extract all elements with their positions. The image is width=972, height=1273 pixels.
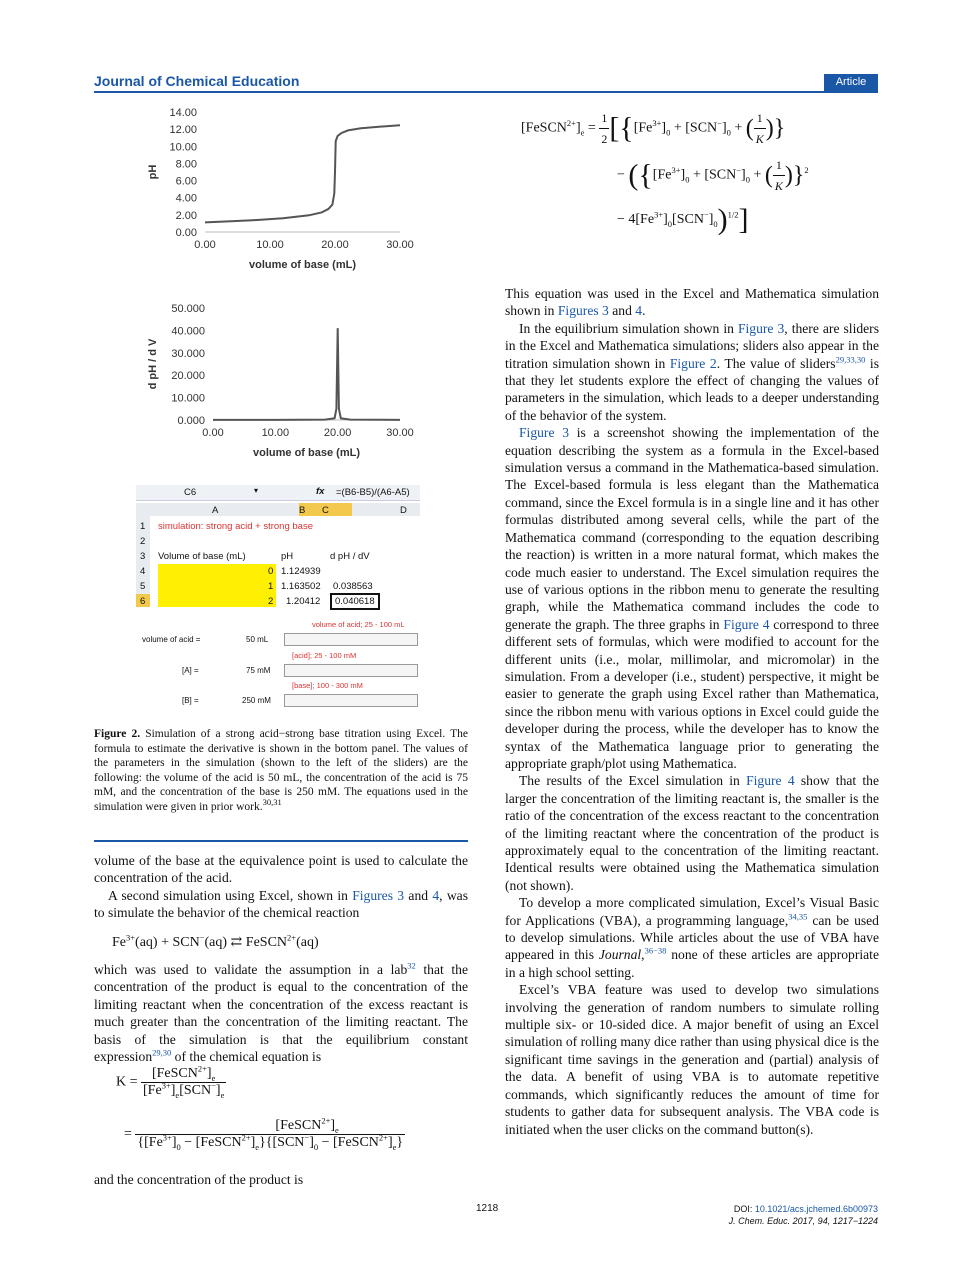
link-figure-4c[interactable]: Figure 4 [746,773,795,789]
name-box[interactable]: C6 [184,487,197,498]
article-badge: Article [824,74,878,91]
link-figure-4b[interactable]: Figure 4 [723,616,770,632]
sheet-title[interactable]: simulation: strong acid + strong base [158,521,313,532]
cell-a5[interactable]: 1 [268,581,274,592]
slider-base[interactable] [284,694,418,707]
x-tick-label: 10.00 [256,239,284,251]
label-base: [B] = [182,696,199,705]
y-tick-label: 10.000 [171,392,205,405]
value-volume: 50 mL [246,635,269,644]
doi-label: DOI: [733,1204,753,1214]
fx-icon[interactable]: fx [316,486,325,497]
cell-b4[interactable]: 1.124939 [281,566,321,577]
caption-label: Figure 2. [94,728,141,740]
cell-b5[interactable]: 1.163502 [281,581,321,592]
link-figure-4[interactable]: 4 [432,887,440,903]
link-figure-3[interactable]: Figures 3 [352,887,405,903]
y-tick-label: 12.00 [169,124,197,137]
x-tick-label: 30.00 [386,239,414,251]
row-header-5[interactable]: 5 [140,581,146,592]
range-acid: [acid]; 25 - 100 mM [292,651,357,660]
x-tick-label: 10.00 [261,427,290,439]
link-figure-2[interactable]: Figure 2 [669,355,717,371]
right-column-text: This equation was used in the Excel and Mathematica simulation shown in Figures 3 and 4. In the equilibrium simulation shown in Figure 3, there are sliders in the Excel and Mathematica simulations; sliders also appear in the titration simulation shown in Figure 2. The value of sliders$^{29,33,30}$ is that they let students explore the effect of changing the values of parameters in the simulation, which leads to a deeper understanding of the behavior of the system. Figure 3 is a screenshot showing the implementation of the equation describing the system as a formula in the Excel-based simulation versus a command in the Mathematica-based simulation. The Excel-based formula is less elegant than the Mathematica command, since the Excel formula is in a single line and it has other formulas distributed among several cells, while the part of the Mathematica command (corresponding to the equation describing the reaction) is written in a more natural format, which makes the code much easier to understand. The Excel simulation requires the use of various options in the ribbon menu to generate the resulting graph, while the Mathematica command includes the code to generate the graph. The three graphs in Figure 4 correspond to three different sets of formulas, which were modified to account for the different units (i.e., molar, millimolar, and micromolar) in the simulation. From a developer (i.e., student) perspective, it might be easier to generate the graph using Excel rather than Mathematica, since the ribbon menu with various options in Excel could guide the developer during the process, while the developer has to know the syntax of the Mathematica language prior to generating the appropriate graph/plot using Mathematica. The results of the Excel simulation in Figure 4 show that the larger the concentration of the limiting reactant is, the smaller is the ratio of the concentration of the excess reactant to the concentration of the limiting reactant where the concentration of the product is approximately equal to the concentration of the limiting reactant. Identical results were obtained using the Mathematica simulation (not shown). To develop a more complicated simulation, Excel’s Visual Basic for Applications (VBA), a programming language,$^{34,35}$ can be used to develop simulations. While articles about the use of VBA have appeared in this Journal,$^{36-38}$ none of these articles are appropriate in a high school setting. Excel’s VBA feature was used to develop two simulations involving the generation of random numbers to simulate rolling multiple six- or 10-sided dice. A major benefit of using an Excel simulation of rolling many dice rather than using physical dice is the significant time savings in the generation and (partial) analysis of the data. A benefit of using VBA is to automate repetitive commands, which significantly reduces the amount of time for students to gather data for subsequent analysis. The VBA code is initiated when the user clicks on the command button(s). [505,286,880,1137]
caption-refs[interactable]: 30,31 [262,797,282,808]
slider-volume[interactable] [284,633,418,646]
k-equation: K = $\frac{[FeSCN^{2+}]_e}{[Fe^{3+}]_e[SCN^-]_e}$ [116,1063,225,1100]
y-tick-label: 0.000 [177,415,205,427]
y-tick-label: 30.000 [171,347,205,360]
value-base: 250 mM [242,696,271,705]
row-header-3[interactable]: 3 [140,551,146,562]
x-tick-label: 20.00 [323,427,352,439]
header-volume[interactable]: Volume of base (mL) [158,551,246,562]
row-header-1[interactable]: 1 [140,521,146,532]
ref-32[interactable]: 32 [407,960,416,971]
row-header-6[interactable]: 6 [140,596,146,607]
left-column-text: volume of the base at the equivalence point is used to calculate the concentration of the acid. A second simulation using Excel, shown in Figures 3 and 4, was to simulate the behavior of the chemical reaction $Fe^{3+}(aq) + SCN^-(aq)$ ⇄ FeSCN$^{2+}$(aq) which was used to validate the assumption in a lab$^{32}$ that the concentration of the product is equal to the concentration of the limiting reactant when the concentration of the excess reactant is much greater than the concentration of the limiting reactant. The basis of the simulation is that the equilibrium constant expression$^{29,30}$ of the chemical equation is [94,853,468,1065]
product-text: and the concentration of the product is [94,1172,304,1187]
y-tick-label: 10.00 [169,141,197,154]
y-tick-label: 50.000 [171,303,205,315]
range-volume: volume of acid; 25 - 100 mL [312,620,405,629]
link-figures-4[interactable]: 4 [635,303,643,319]
link-figures-3[interactable]: Figures 3 [557,303,609,319]
header-ph[interactable]: pH [281,551,294,562]
col-header-a[interactable]: A [212,505,219,516]
header-rule [94,91,878,93]
y-tick-label: 2.00 [175,209,197,222]
cell-a4[interactable]: 0 [268,566,274,577]
y-tick-label: 6.00 [175,175,197,188]
x-tick-label: 20.00 [321,239,349,251]
label-acid: [A] = [182,666,199,675]
cell-b6[interactable]: 1.20412 [286,596,321,607]
namebox-dropdown-icon[interactable]: ▾ [254,486,259,495]
figure-rule [94,840,468,842]
formula-bar[interactable]: =(B6-B5)/(A6-A5) [336,487,410,498]
citation: J. Chem. Educ. 2017, 94, 1217−1224 [728,1216,878,1226]
x-tick-label: 0.00 [202,427,224,439]
ref-29-33-30[interactable]: 29,33,30 [835,354,866,365]
label-volume: volume of acid = [142,635,201,644]
y-tick-label: 8.00 [175,158,197,171]
data-series-line [205,125,400,222]
value-acid: 75 mM [246,666,271,675]
excel-spreadsheet [136,485,420,710]
ref-29-30[interactable]: 29,30 [152,1047,172,1058]
col-header-b[interactable]: B [299,505,306,516]
cell-c6-selected[interactable]: 0.040618 [330,593,380,610]
y-tick-label: 4.00 [175,192,197,205]
row-header-2[interactable]: 2 [140,536,146,547]
y-axis-label: d pH / d V [147,338,159,390]
x-axis-label: volume of base (mL) [249,259,356,271]
cell-c5[interactable]: 0.038563 [333,581,373,592]
x-tick-label: 30.00 [386,427,414,439]
y-tick-label: 14.00 [169,107,197,119]
link-figure-3b[interactable]: Figure 3 [737,320,785,336]
y-tick-label: 40.000 [171,325,205,338]
reaction-equation: $Fe^{3+}(aq) + SCN^-(aq)$ ⇄ FeSCN$^{2+}$(aq) [112,931,319,950]
y-tick-label: 0.00 [175,227,197,239]
doi-link[interactable]: 10.1021/acs.jchemed.6b00973 [754,1204,878,1214]
slider-acid[interactable] [284,664,418,677]
x-axis-label: volume of base (mL) [253,447,360,459]
footer-doi [729,1203,878,1227]
product-equation: $[FeSCN^{2+}]_e$ = $\frac{1}{2}$ [{$[Fe^{3+}]_0 + [SCN^-]_0$ + ( $\frac{1}{K}$ )} − ({$[Fe^{3+}]_0 + [SCN^-]_0$ + ( $\frac{1}{K}$ )}$^2$ − $4[Fe^{3+}]_0[SCN^-]_0)^{1/2}$] [521,108,809,230]
y-axis-label: pH [147,164,159,180]
col-header-d[interactable]: D [400,505,407,516]
ref-34-35[interactable]: 34,35 [788,911,808,922]
col-header-c[interactable]: C [322,505,329,516]
x-tick-label: 0.00 [194,239,216,251]
range-base: [base]; 100 - 300 mM [292,681,363,690]
row-header-4[interactable]: 4 [140,566,146,577]
y-tick-label: 20.000 [171,370,205,383]
ph-titration-chart [140,100,420,280]
figure-caption [94,727,468,815]
ref-36-38[interactable]: 36−38 [644,945,667,956]
page-number: 1218 [476,1203,499,1214]
journal-title[interactable]: Journal of Chemical Education [94,73,300,89]
k-equation-expanded: = $\frac{[FeSCN^{2+}]_e}{\{[Fe^{3+}]_0 - [FeSCN^{2+}]_e\}\{[SCN^-]_0 - [FeSCN^{2+}]_e\}}$ [124,1115,404,1152]
link-figure-3c[interactable]: Figure 3 [519,425,569,441]
cell-a6[interactable]: 2 [268,596,274,607]
derivative-chart [140,298,420,466]
caption-text: Simulation of a strong acid−strong base titration using Excel. The formula to estimate the derivative is shown in the bottom panel. The values of the parameters in the simulation (shown to the left of the sliders) are the following: the volume of the acid is 50 mL, the concentration of the acid is 75 mM, and the concentration of the base is 250 mM. The equations used in the simulation were given in prior work. [94,728,468,813]
data-series-line [213,328,400,420]
header-dph[interactable]: d pH / dV [330,551,370,562]
